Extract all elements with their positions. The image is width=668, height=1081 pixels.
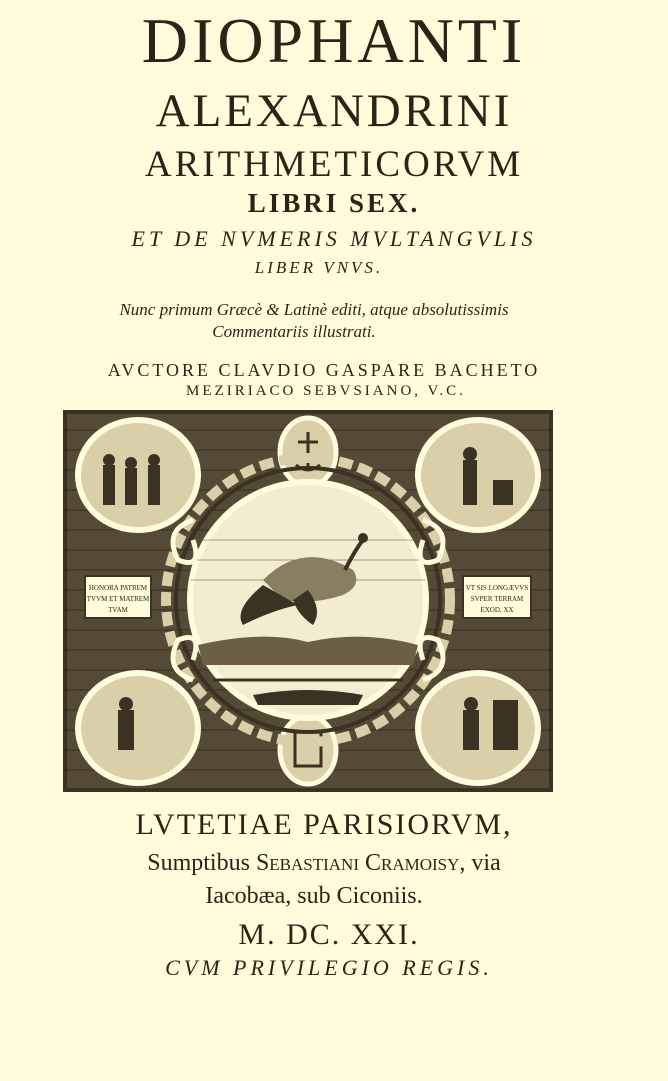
imprint-address: Iacobæa, sub Ciconiis. <box>205 883 423 909</box>
title-author: DIOPHANTI <box>141 5 527 76</box>
left-plaque-line-1: HONORA PATREM <box>88 584 148 592</box>
left-plaque-line-3: TVAM <box>108 606 128 614</box>
right-plaque-line-2: SVPER TERRAM <box>470 595 524 603</box>
imprint-publisher: Sumptibus Sebastiani Cramoisy, via <box>147 850 501 876</box>
medallion-top-left <box>78 420 198 530</box>
title-author-origin: ALEXANDRINI <box>155 85 513 137</box>
bottom-cartouche <box>280 716 336 784</box>
title-work: ARITHMETICORVM <box>144 144 524 185</box>
editor-line-2: MEZIRIACO SEBVSIANO, V.C. <box>186 383 466 399</box>
left-plaque-line-2: TVVM ET MATREM <box>86 595 150 603</box>
editor-line-1: AVCTORE CLAVDIO GASPARE BACHETO <box>107 360 541 380</box>
printers-device-engraving <box>63 410 553 792</box>
subtitle-liber: LIBER VNVS. <box>254 258 384 277</box>
imprint-city: LVTETIAE PARISIORVM, <box>135 808 513 841</box>
medallion-top-right <box>418 420 538 530</box>
right-plaque-line-1: VT SIS LONGÆVVS <box>465 584 529 592</box>
title-books: LIBRI SEX. <box>247 188 421 218</box>
edition-note-2: Commentariis illustrati. <box>212 322 376 341</box>
edition-note-1: Nunc primum Græcè & Latinè editi, atque absolutissimis <box>119 300 509 319</box>
imprint-year: M. DC. XXI. <box>238 918 420 951</box>
medallion-bottom-left <box>78 673 198 783</box>
right-plaque-line-3: EXOD. XX <box>480 606 514 614</box>
royal-privilege: CVM PRIVILEGIO REGIS. <box>165 955 493 980</box>
subtitle-polygonal: ET DE NVMERIS MVLTANGVLIS <box>131 226 537 251</box>
